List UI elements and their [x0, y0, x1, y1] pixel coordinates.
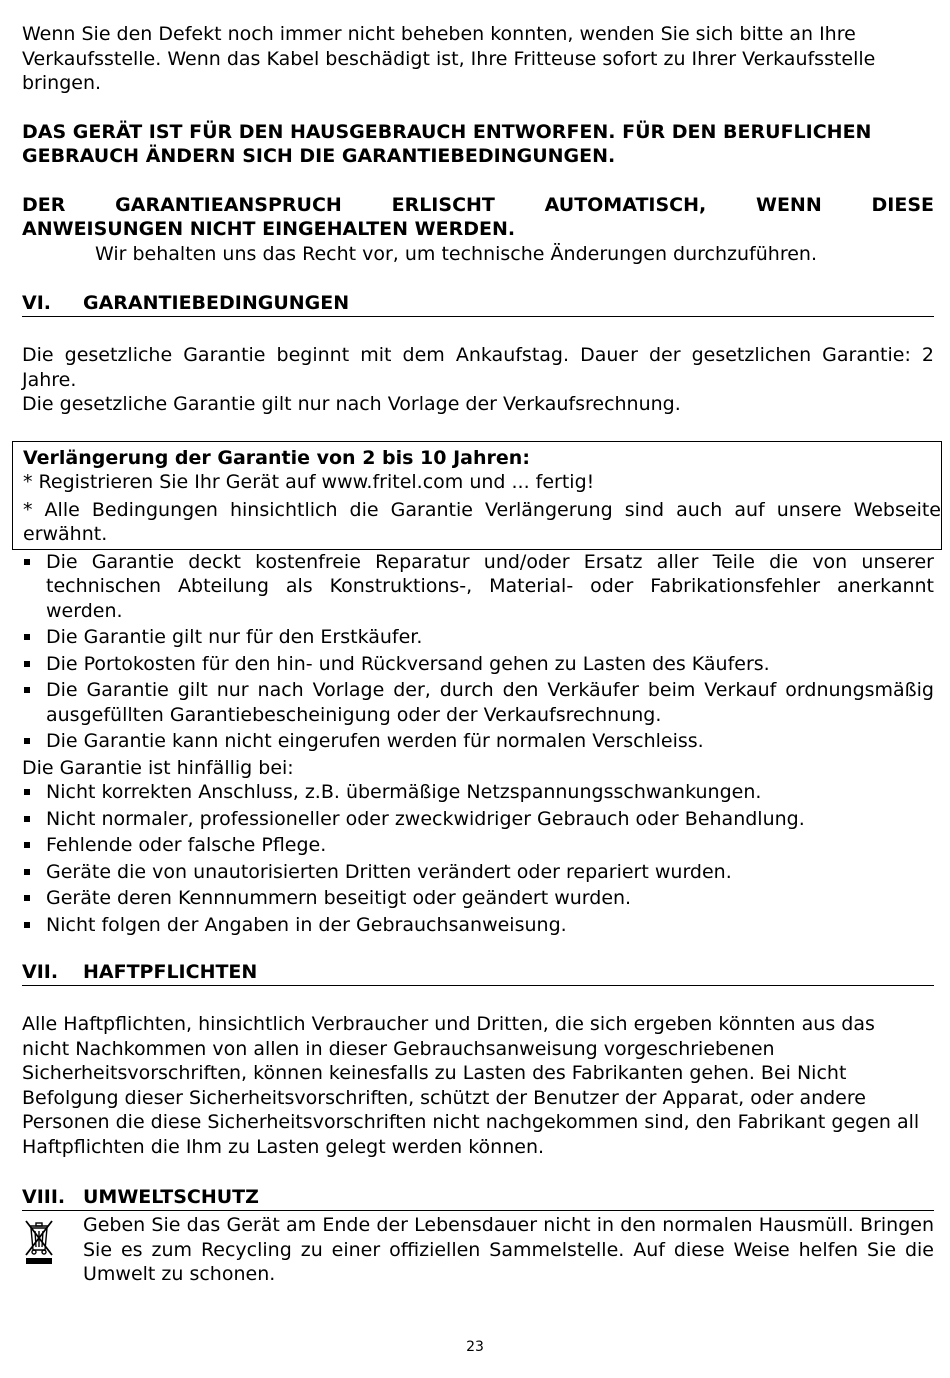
expiry-notice-line1: DER GARANTIEANSPRUCH ERLISCHT AUTOMATISCH, WENN DIESE — [22, 193, 934, 216]
list-item: Die Portokosten für den hin- und Rückversand gehen zu Lasten des Käufers. — [22, 652, 934, 677]
crossed-out-bin-icon — [22, 1213, 83, 1287]
household-notice: DAS GERÄT IST FÜR DEN HAUSGEBRAUCH ENTWORFEN. FÜR DEN BERUFLICHEN GEBRAUCH ÄNDERN SICH DIE GARANTIEBEDINGUNGEN. — [22, 120, 872, 167]
bullet-icon — [24, 687, 30, 693]
bullet-icon — [24, 895, 30, 901]
bullet-icon — [24, 738, 30, 744]
environment-block — [22, 1213, 934, 1287]
legal-warranty-text — [22, 343, 934, 417]
section-heading-garantiebedingungen — [22, 292, 934, 317]
section-title: UMWELTSCHUTZ — [83, 1186, 259, 1208]
bullet-icon — [24, 789, 30, 795]
intro-paragraph: Wenn Sie den Defekt noch immer nicht beheben konnten, wenden Sie sich bitte an Ihre Verkaufsstelle. Wenn das Kabel beschädigt ist, Ihre Fritteuse sofort zu Ihrer Verkaufsstelle bringen. — [22, 23, 876, 94]
section-heading-haftpflichten — [22, 961, 934, 986]
bullet-icon — [24, 559, 30, 565]
environment-text: Geben Sie das Gerät am Ende der Lebensdauer nicht in den normalen Hausmüll. Bringen Sie es zum Recycling zu einer offiziellen Sammelstelle. Auf diese Weise helfen Sie die Umwelt zu schonen. — [83, 1214, 934, 1285]
coverage-list — [22, 550, 934, 754]
section-number: VIII. — [22, 1186, 66, 1208]
extension-conditions-line: * Alle Bedingungen hinsichtlich die Garantie Verlängerung sind auch auf unsere Webseite erwähnt. — [23, 498, 941, 545]
list-item: Geräte die von unautorisierten Dritten verändert oder repariert wurden. — [22, 860, 934, 885]
expiry-notice-line2: ANWEISUNGEN NICHT EINGEHALTEN WERDEN. — [22, 218, 516, 240]
bullet-icon — [24, 816, 30, 822]
void-cases-list — [22, 780, 934, 937]
technical-changes-note: Wir behalten uns das Recht vor, um technische Änderungen durchzuführen. — [95, 242, 817, 265]
section-title: GARANTIEBEDINGUNGEN — [83, 292, 350, 314]
list-item: Nicht normaler, professioneller oder zweckwidriger Gebrauch oder Behandlung. — [22, 807, 934, 832]
warranty-invoice-text: Die gesetzliche Garantie gilt nur nach Vorlage der Verkaufsrechnung. — [22, 393, 681, 415]
list-item: Die Garantie kann nicht eingerufen werden für normalen Verschleiss. — [22, 729, 934, 754]
extension-register-line: * Registrieren Sie Ihr Gerät auf www.fritel.com und ... fertig! — [23, 471, 595, 493]
list-item: Geräte deren Kennnummern beseitigt oder geändert wurden. — [22, 886, 934, 911]
list-item: Die Garantie deckt kostenfreie Reparatur und/oder Ersatz aller Teile die von unserer technischen Abteilung als Konstruktions-, Material- oder Fabrikationsfehler anerkannt werden. — [22, 550, 934, 624]
extension-title: Verlängerung der Garantie von 2 bis 10 Jahren: — [23, 446, 530, 469]
section-heading-umweltschutz — [22, 1186, 934, 1211]
bullet-icon — [24, 869, 30, 875]
page-number: 23 — [466, 1339, 484, 1355]
section-number: VII. — [22, 961, 59, 983]
section-number: VI. — [22, 292, 51, 314]
section-title: HAFTPFLICHTEN — [83, 961, 258, 983]
liability-paragraph: Alle Haftpflichten, hinsichtlich Verbraucher und Dritten, die sich ergeben könnten aus das nicht Nachkommen von allen in dieser Gebrauchsanweisung vorgeschriebenen Sicherheitsvorschriften, können keinesfalls zu Lasten des Fabrikanten gehen. Bei Nicht Befolgung dieser Sicherheitsvorschriften, schützt der Benutzer der Apparat, oder andere Personen die diese Sicherheitsvorschriften nicht nachgekommen sind, den Fabrikant gegen all Haftpflichten die Ihm zu Lasten gelegt werden können. — [22, 1013, 920, 1158]
warranty-extension-box — [12, 441, 942, 550]
bullet-icon — [24, 842, 30, 848]
list-item: Nicht korrekten Anschluss, z.B. übermäßige Netzspannungsschwankungen. — [22, 780, 934, 805]
list-item: Fehlende oder falsche Pflege. — [22, 833, 934, 858]
void-intro: Die Garantie ist hinfällig bei: — [22, 756, 294, 779]
bullet-icon — [24, 922, 30, 928]
list-item: Nicht folgen der Angaben in der Gebrauchsanweisung. — [22, 913, 934, 938]
list-item: Die Garantie gilt nur für den Erstkäufer. — [22, 625, 934, 650]
warranty-start-text: Die gesetzliche Garantie beginnt mit dem Ankaufstag. Dauer der gesetzlichen Garantie: 2 Jahre. — [22, 344, 934, 391]
bullet-icon — [24, 661, 30, 667]
list-item: Die Garantie gilt nur nach Vorlage der, durch den Verkäufer beim Verkauf ordnungsmäßig ausgefüllten Garantiebescheinigung oder der Verkaufsrechnung. — [22, 678, 934, 727]
manual-page — [22, 22, 941, 1287]
bullet-icon — [24, 634, 30, 640]
